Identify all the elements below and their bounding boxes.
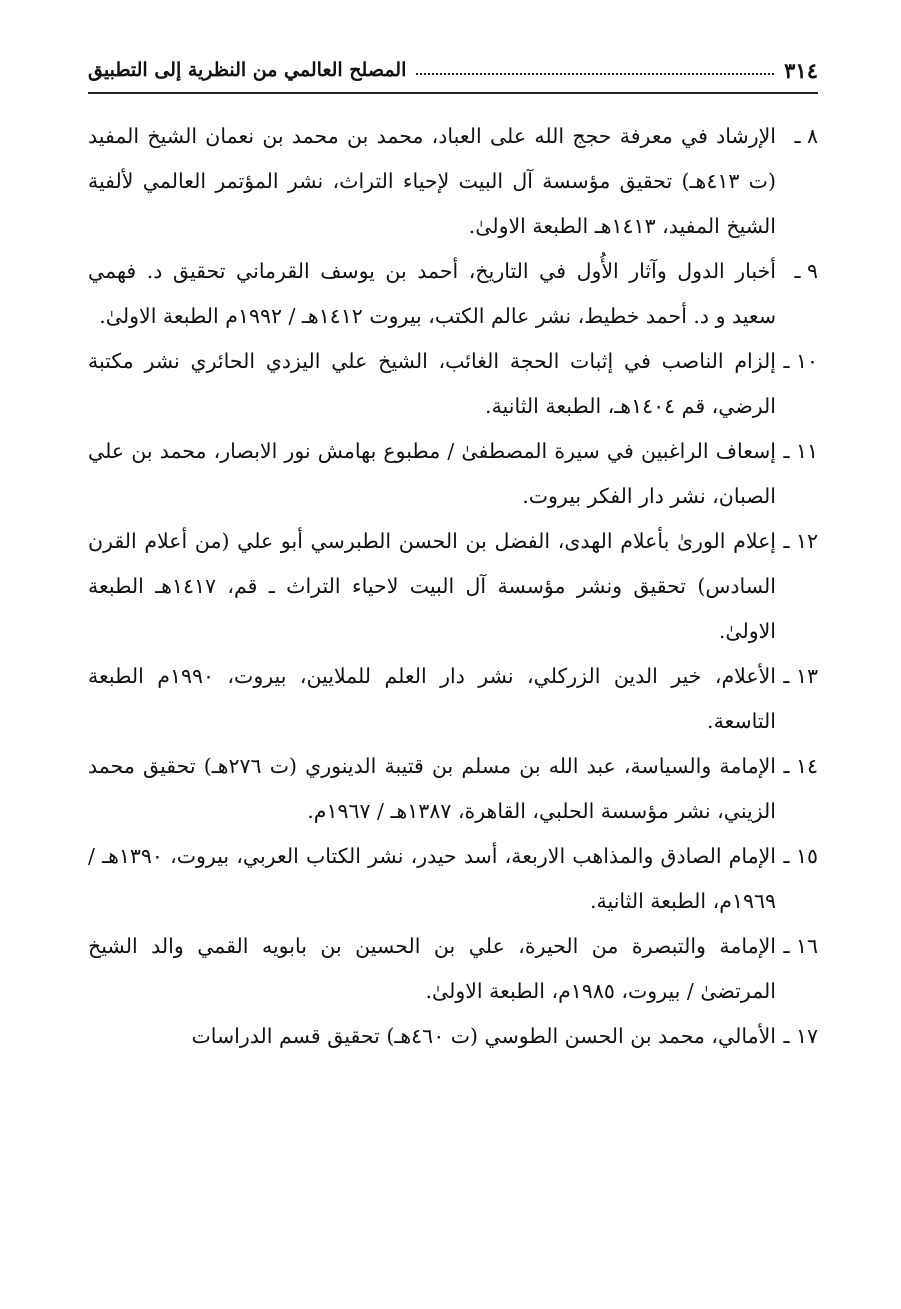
entry-text: أخبار الدول وآثار الأُول في التاريخ، أحمد بن يوسف القرماني تحقيق د. فهمي سعيد و د. أحمد خطيط، نشر عالم الكتب، بيروت ١٤١٢هـ / ١٩٩٢م الطبعة الاولىٰ. — [88, 259, 776, 328]
entry-text: إعلام الورىٰ بأعلام الهدى، الفضل بن الحسن الطبرسي أبو علي (من أعلام القرن السادس) تحقيق ونشر مؤسسة آل البيت لاحياء التراث ـ قم، ١٤١٧هـ الطبعة الاولىٰ. — [88, 529, 776, 643]
entry-number: ١٠ ـ — [783, 349, 818, 373]
bibliography-entry — [88, 1014, 818, 1059]
bibliography-entry — [88, 924, 818, 1014]
entry-number: ١٤ ـ — [783, 754, 818, 778]
bibliography-entry — [88, 744, 818, 834]
bibliography-entry — [88, 429, 818, 519]
entry-text: الإمامة والسياسة، عبد الله بن مسلم بن قتيبة الدينوري (ت ٢٧٦هـ) تحقيق محمد الزيني، نشر مؤسسة الحلبي، القاهرة، ١٣٨٧هـ / ١٩٦٧م. — [88, 754, 776, 823]
entry-number: ١١ ـ — [783, 439, 818, 463]
entry-text: إلزام الناصب في إثبات الحجة الغائب، الشيخ علي اليزدي الحائري نشر مكتبة الرضي، قم ١٤٠٤هـ، الطبعة الثانية. — [88, 349, 776, 418]
page-header — [88, 50, 818, 90]
entry-number: ١٢ ـ — [783, 529, 818, 553]
header-dot-leader — [416, 73, 774, 75]
bibliography-list — [88, 114, 818, 1059]
entry-text: الإمام الصادق والمذاهب الاربعة، أسد حيدر، نشر الكتاب العربي، بيروت، ١٣٩٠هـ / ١٩٦٩م، الطبعة الثانية. — [88, 844, 776, 913]
entry-text: الأعلام، خير الدين الزركلي، نشر دار العلم للملايين، بيروت، ١٩٩٠م الطبعة التاسعة. — [88, 664, 776, 733]
entry-number: ١٣ ـ — [783, 664, 818, 688]
entry-number: ٨ ـ — [794, 124, 818, 148]
bibliography-entry — [88, 339, 818, 429]
page-number: ٣١٤ — [784, 57, 818, 83]
bibliography-entry — [88, 249, 818, 339]
entry-text: إسعاف الراغبين في سيرة المصطفىٰ / مطبوع بهامش نور الابصار، محمد بن علي الصبان، نشر دار الفكر بيروت. — [88, 439, 776, 508]
entry-number: ٩ ـ — [794, 259, 818, 283]
entry-text: الأمالي، محمد بن الحسن الطوسي (ت ٤٦٠هـ) تحقيق قسم الدراسات — [191, 1024, 776, 1048]
entry-text: الإرشاد في معرفة حجج الله على العباد، محمد بن محمد بن نعمان الشيخ المفيد (ت ٤١٣هـ) تحقيق مؤسسة آل البيت لإحياء التراث، نشر المؤتمر العالمي لألفية الشيخ المفيد، ١٤١٣هـ الطبعة الاولىٰ. — [88, 124, 776, 238]
entry-number: ١٥ ـ — [783, 844, 818, 868]
bibliography-entry — [88, 834, 818, 924]
bibliography-entry — [88, 114, 818, 249]
bibliography-entry — [88, 519, 818, 654]
entry-number: ١٦ ـ — [783, 934, 818, 958]
running-title: المصلح العالمي من النظرية إلى التطبيق — [88, 59, 407, 81]
bibliography-entry — [88, 654, 818, 744]
entry-number: ١٧ ـ — [783, 1024, 818, 1048]
entry-text: الإمامة والتبصرة من الحيرة، علي بن الحسين بن بابويه القمي والد الشيخ المرتضىٰ / بيروت، ١٩٨٥م، الطبعة الاولىٰ. — [88, 934, 776, 1003]
header-rule — [88, 92, 818, 94]
